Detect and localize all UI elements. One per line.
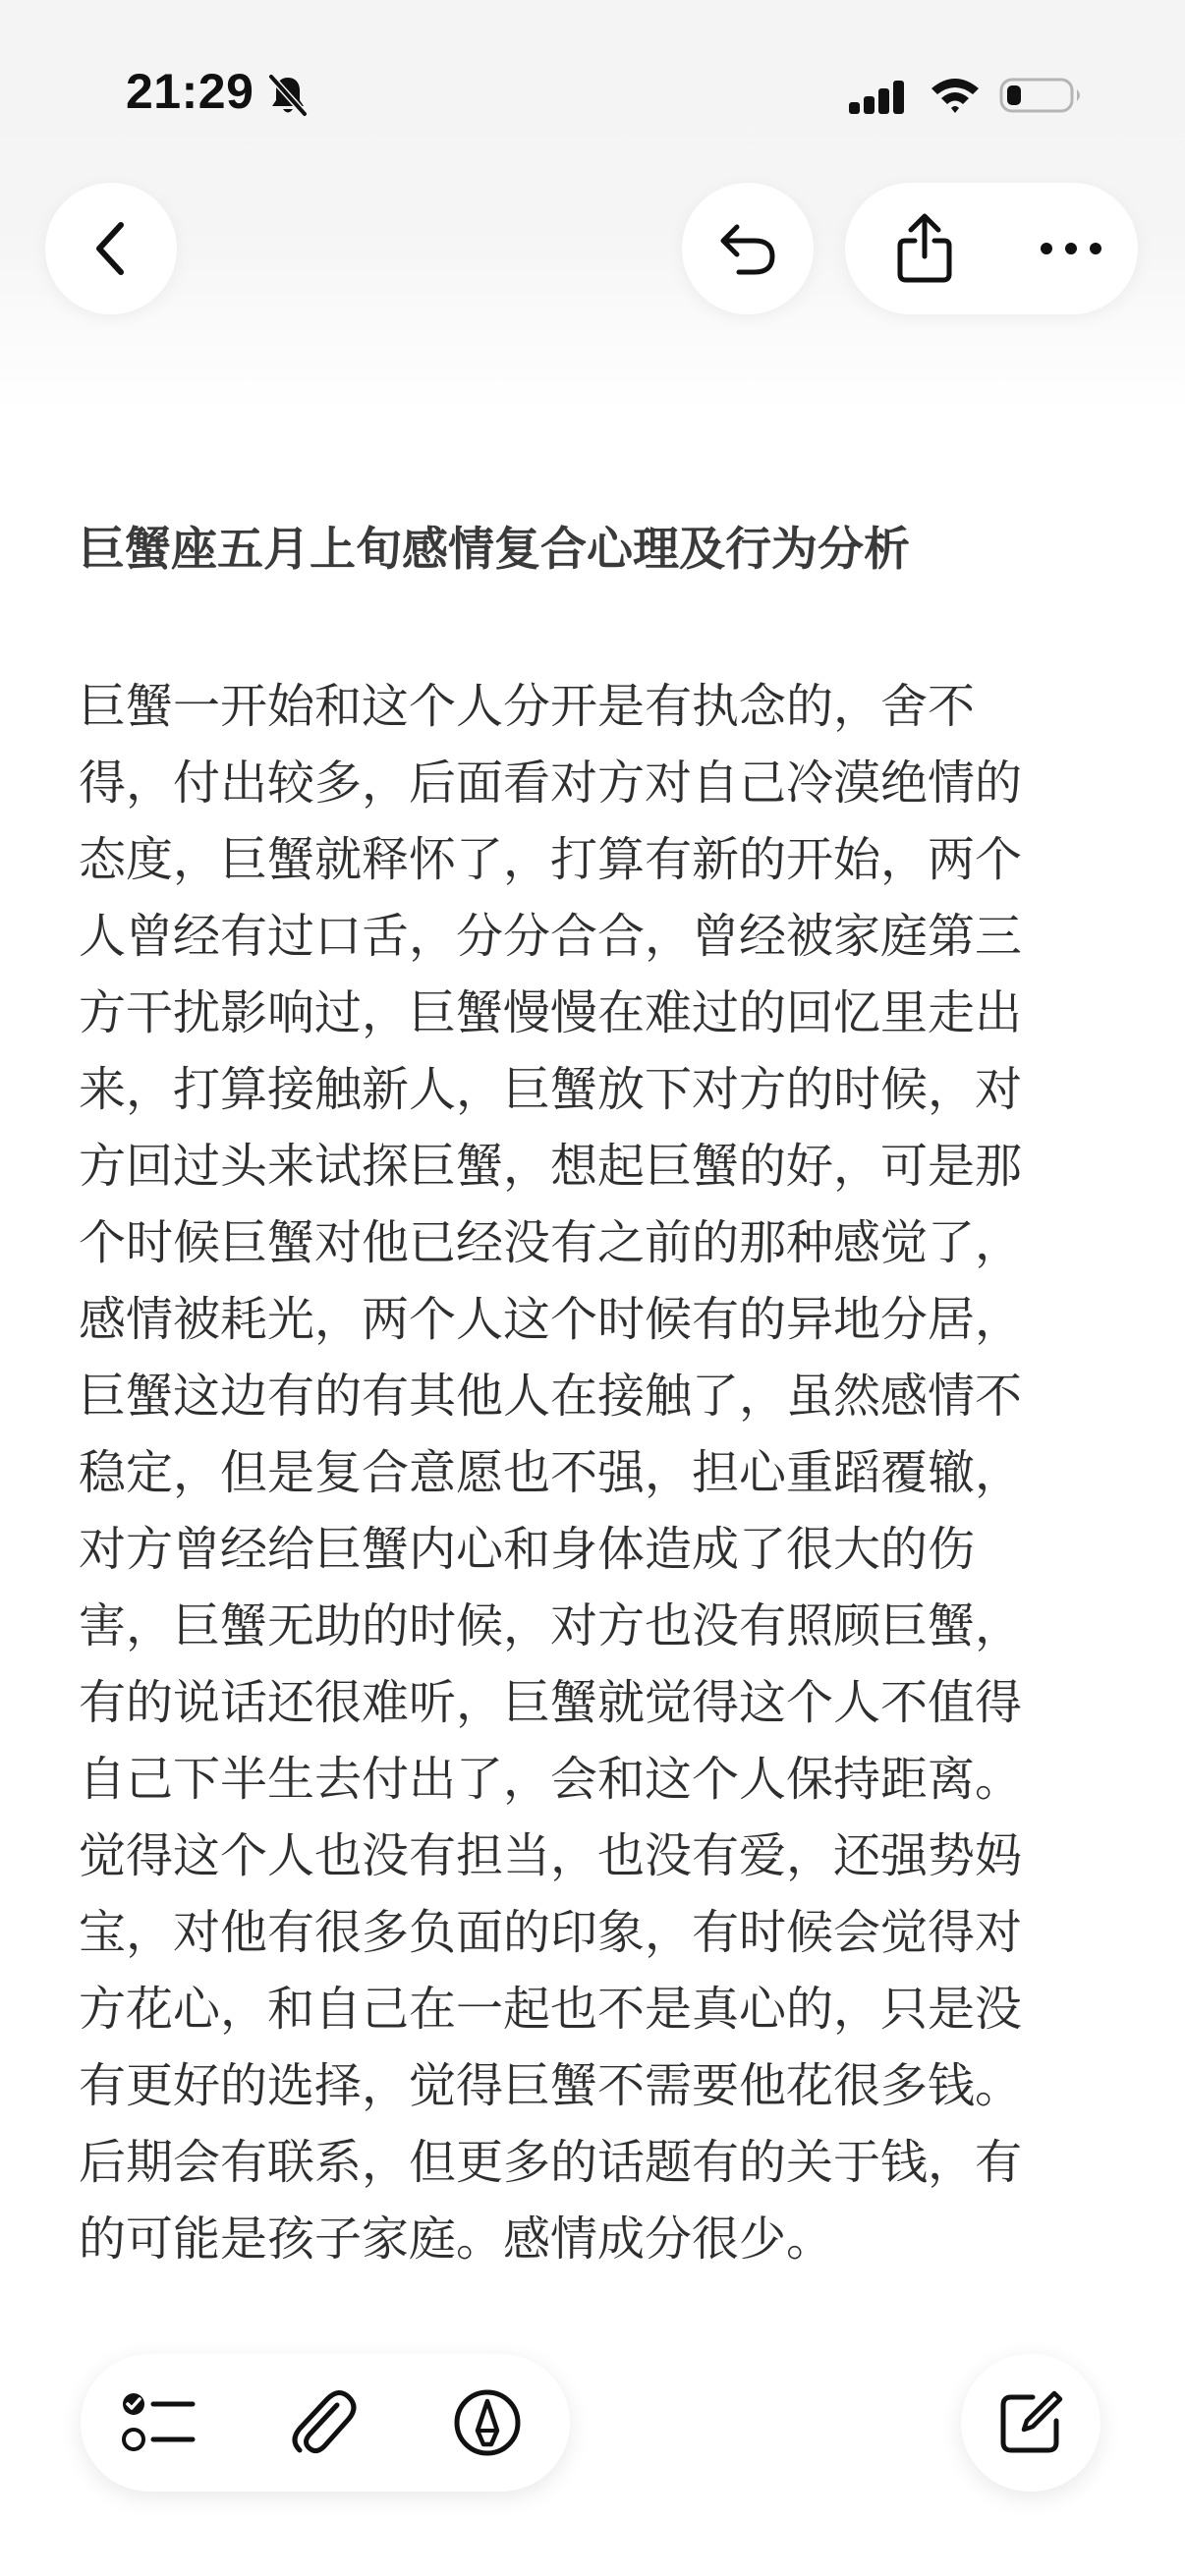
back-button[interactable]	[45, 183, 177, 314]
note-line: 自己下半生去付出了，会和这个人保持距离。	[79, 1752, 1023, 1807]
note-line: 人曾经有过口舌，分分合合，曾经被家庭第三	[79, 909, 1023, 964]
note-line: 方干扰影响过，巨蟹慢慢在难过的回忆里走出	[79, 985, 1023, 1040]
note-title[interactable]: 巨蟹座五月上旬感情复合心理及行为分析	[79, 523, 910, 577]
note-line: 态度，巨蟹就释怀了，打算有新的开始，两个	[79, 832, 1023, 887]
attach-button[interactable]	[275, 2376, 369, 2470]
checklist-icon	[120, 2388, 198, 2457]
note-line: 对方曾经给巨蟹内心和身体造成了很大的伤	[79, 1522, 976, 1577]
battery-icon	[998, 75, 1085, 116]
note-line: 后期会有联系，但更多的话题有的关于钱，有	[79, 2135, 1023, 2190]
note-line: 宝，对他有很多负面的印象，有时候会觉得对	[79, 1905, 1023, 1960]
note-line: 方花心，和自己在一起也不是真心的，只是没	[79, 1982, 1023, 2037]
status-time: 21:29	[126, 64, 254, 119]
signal-icon	[847, 77, 910, 118]
share-more-group	[845, 183, 1138, 314]
undo-icon	[715, 219, 780, 278]
markup-button[interactable]	[440, 2376, 535, 2470]
note-body[interactable]	[79, 668, 1120, 2277]
note-line: 个时候巨蟹对他已经没有之前的那种感觉了，	[79, 1215, 1023, 1270]
share-button[interactable]	[880, 204, 969, 293]
note-line: 的可能是孩子家庭。感情成分很少。	[79, 2212, 834, 2267]
compose-icon	[995, 2387, 1066, 2458]
note-line: 感情被耗光，两个人这个时候有的异地分居，	[79, 1292, 1023, 1347]
note-line: 有更好的选择，觉得巨蟹不需要他花很多钱。	[79, 2058, 1023, 2113]
note-line: 方回过头来试探巨蟹，想起巨蟹的好，可是那	[79, 1139, 1023, 1194]
note-line: 巨蟹这边有的有其他人在接触了，虽然感情不	[79, 1369, 1023, 1424]
share-icon	[893, 211, 956, 286]
note-line: 得，付出较多，后面看对方对自己冷漠绝情的	[79, 756, 1023, 811]
more-icon	[1039, 241, 1103, 256]
note-line: 来，打算接触新人，巨蟹放下对方的时候，对	[79, 1062, 1023, 1117]
more-button[interactable]	[1022, 204, 1120, 293]
note-line: 稳定，但是复合意愿也不强，担心重蹈覆辙，	[79, 1445, 1023, 1500]
note-line: 觉得这个人也没有担当，也没有爱，还强势妈	[79, 1828, 1023, 1883]
paperclip-icon	[288, 2385, 357, 2460]
bottom-toolbar	[81, 2354, 570, 2492]
note-line: 巨蟹一开始和这个人分开是有执念的，舍不	[79, 679, 976, 734]
bell-slash-icon	[267, 73, 309, 118]
back-chevron-icon	[89, 217, 133, 280]
note-line: 有的说话还很难听，巨蟹就觉得这个人不值得	[79, 1675, 1023, 1730]
markup-pen-icon	[452, 2387, 523, 2458]
undo-button[interactable]	[682, 183, 814, 314]
checklist-button[interactable]	[112, 2376, 206, 2470]
compose-button[interactable]	[961, 2354, 1100, 2492]
note-line: 害，巨蟹无助的时候，对方也没有照顾巨蟹，	[79, 1598, 1023, 1653]
wifi-icon	[928, 75, 983, 116]
